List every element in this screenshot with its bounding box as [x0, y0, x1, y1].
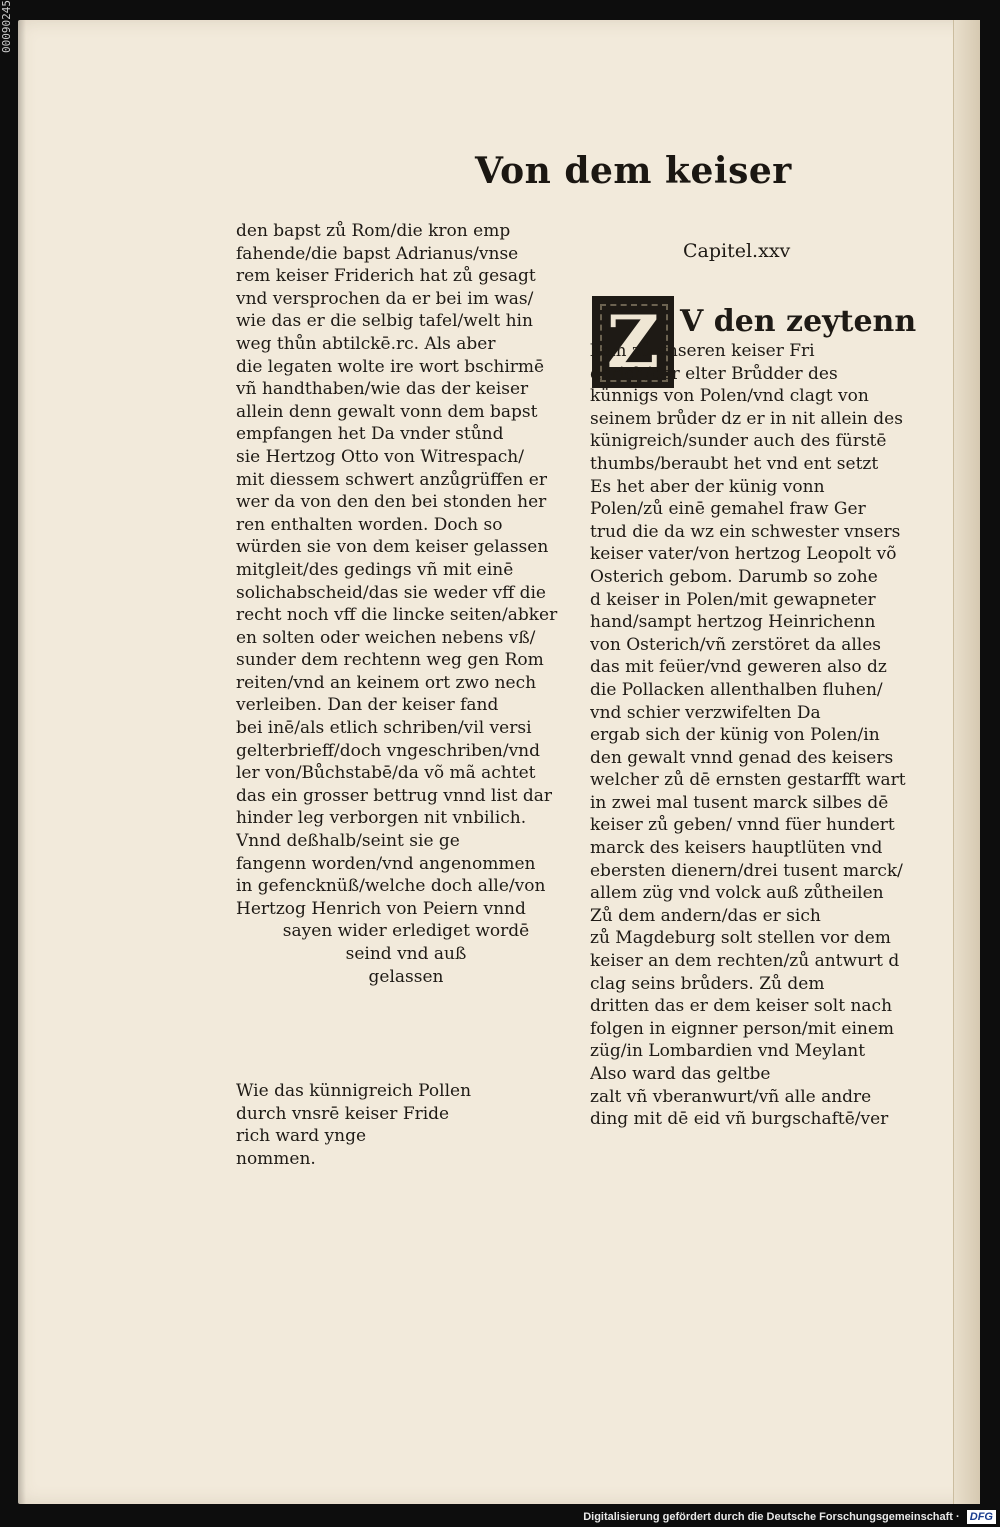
text-line: weg thůn abtilckē.rc. Als aber [236, 333, 496, 354]
dfg-logo: DFG [967, 1510, 996, 1524]
text-line: clag seins brůders. Zů dem [590, 973, 825, 994]
text-line: mit diessem schwert anzůgrüffen er [236, 469, 547, 490]
text-line: durch vnsrē keiser Fride [236, 1103, 450, 1124]
page-edge [953, 20, 980, 1504]
text-line: die legaten wolte ire wort bschirmē [236, 356, 545, 377]
text-line: wie das er die selbig tafel/welt hin [236, 311, 533, 332]
text-line: den bapst zů Rom/die kron emp [236, 221, 511, 241]
text-line: reiten/vnd an keinem ort zwo nech [236, 672, 537, 693]
text-line: verleiben. Dan der keiser fand [236, 695, 499, 716]
right-first-line: V den zeytenn [680, 304, 917, 339]
text-line: das ein grosser bettrug vnnd list dar [236, 785, 553, 806]
text-line: Es het aber der künig vonn [590, 476, 825, 497]
text-line: seind vnd auß [345, 944, 467, 964]
text-line: d keiser in Polen/mit gewapneter [590, 589, 876, 610]
text-line: dritten das er dem keiser solt nach [590, 996, 893, 1017]
text-line: zalt vñ vberanwurt/vñ alle andre [590, 1086, 872, 1107]
text-line: die Pollacken allenthalben fluhen/ [590, 679, 883, 700]
text-line: Zů dem andern/das er sich [590, 905, 821, 926]
text-line: zů Magdeburg solt stellen vor dem [590, 928, 891, 949]
text-line: en solten oder weichen nebens vß/ [236, 627, 536, 648]
text-line: sie Hertzog Otto von Witrespach/ [236, 446, 524, 467]
fold-shadow [18, 20, 26, 1504]
text-line: sayen wider erlediget wordē [282, 921, 530, 942]
text-line: fahende/die bapst Adrianus/vnse [236, 243, 519, 264]
text-line: mitgleit/des gedings vñ mit einē [236, 559, 514, 580]
text-line: folgen in eignner person/mit einem [590, 1018, 895, 1039]
text-line: Hertzog Henrich von Peiern vnnd [236, 898, 526, 919]
text-line: allem züg vnd volck auß zůtheilen [590, 883, 884, 904]
chapter-label: Capitel.xxv [683, 240, 791, 262]
text-line: marck des keisers hauptlüten vnd [590, 838, 883, 859]
text-line: keiser vater/von hertzog Leopolt võ [590, 544, 897, 565]
text-line: derich/der elter Brůdder des [590, 363, 838, 384]
text-line: ler von/Bůchstabē/da võ mã achtet [236, 763, 536, 784]
text-line: trud die da wz ein schwester vnsers [590, 521, 901, 542]
text-line: bei inē/als etlich schriben/vil versi [236, 718, 532, 739]
text-line: vñ handthaben/wie das der keiser [236, 379, 529, 400]
text-line: nommen. [236, 1148, 316, 1169]
text-line: Also ward das geltbe [590, 1064, 771, 1084]
text-line: züg/in Lombardien vnd Meylant [590, 1041, 866, 1062]
text-line: gelassen [368, 966, 444, 987]
text-line: ding mit dē eid vñ burgschaftē/ver [590, 1109, 889, 1130]
text-line: welcher zů dē ernsten gestarfft wart [590, 770, 906, 791]
text-line: empfangen het Da vnder stůnd [236, 424, 504, 445]
text-line: sunder dem rechtenn weg gen Rom [236, 650, 544, 671]
text-line: Vnnd deßhalb/seint sie ge [236, 831, 460, 852]
running-head: Von dem keiser [475, 150, 792, 192]
text-line: vnd schier verzwifelten Da [590, 702, 821, 723]
text-line: den gewalt vnnd genad des keisers [590, 747, 894, 768]
text-line: kam zů vnseren keiser Fri [590, 341, 815, 361]
text-line: wer da von den den bei stonden her [236, 492, 547, 513]
text-line: rich ward ynge [236, 1126, 367, 1147]
text-line: in zwei mal tusent marck silbes dē [590, 792, 889, 813]
left-column [236, 220, 576, 988]
text-line: künnigs von Polen/vnd clagt von [590, 386, 869, 407]
credit-text: Digitalisierung gefördert durch die Deutsche Forschungsgemeinschaft [583, 1511, 953, 1523]
text-line: keiser zů geben/ vnnd füer hundert [590, 815, 895, 836]
chapter-heading-left [236, 1080, 576, 1170]
text-line: keiser an dem rechten/zů antwurt d [590, 951, 900, 972]
text-line: seinem brůder dz er in nit allein des [590, 408, 903, 429]
text-line: rem keiser Friderich hat zů gesagt [236, 266, 536, 287]
text-line: von Osterich/vñ zerstöret da alles [590, 634, 882, 655]
text-line: das mit feüer/vnd geweren also dz [590, 657, 887, 678]
text-line: vnd versprochen da er bei im was/ [236, 288, 534, 309]
text-line: thumbs/beraubt het vnd ent setzt [590, 453, 879, 474]
text-line: in gefencknüß/welche doch alle/von [236, 876, 546, 897]
initial-letter: Z [606, 299, 660, 384]
text-line: gelterbrieff/doch vngeschriben/vnd [236, 740, 541, 761]
text-line: recht noch vff die lincke seiten/abker [236, 605, 558, 626]
text-line: solichabscheid/das sie weder vff die [236, 582, 546, 603]
text-line: hinder leg verborgen nit vnbilich. [236, 808, 527, 829]
text-line: Polen/zů einē gemahel fraw Ger [590, 499, 866, 520]
text-line: würden sie von dem keiser gelassen [236, 537, 549, 558]
text-line: ren enthalten worden. Doch so [236, 514, 503, 535]
text-line: allein denn gewalt vonn dem bapst [236, 401, 538, 422]
catalog-id-label: 00090245 [0, 0, 13, 53]
text-line: ergab sich der künig von Polen/in [590, 725, 880, 746]
text-line: fangenn worden/vnd angenommen [236, 853, 536, 874]
text-line: Wie das künnigreich Pollen [236, 1081, 472, 1101]
text-line: Osterich gebom. Darumb so zohe [590, 566, 878, 587]
text-line: ebersten dienern/drei tusent marck/ [590, 860, 903, 881]
text-line: hand/sampt hertzog Heinrichenn [590, 612, 876, 633]
text-line: künigreich/sunder auch des fürstē [590, 431, 887, 452]
digitization-credit: Digitalisierung gefördert durch die Deutsche Forschungsgemeinschaft · DFG [560, 1508, 1000, 1527]
right-column [590, 340, 935, 1131]
